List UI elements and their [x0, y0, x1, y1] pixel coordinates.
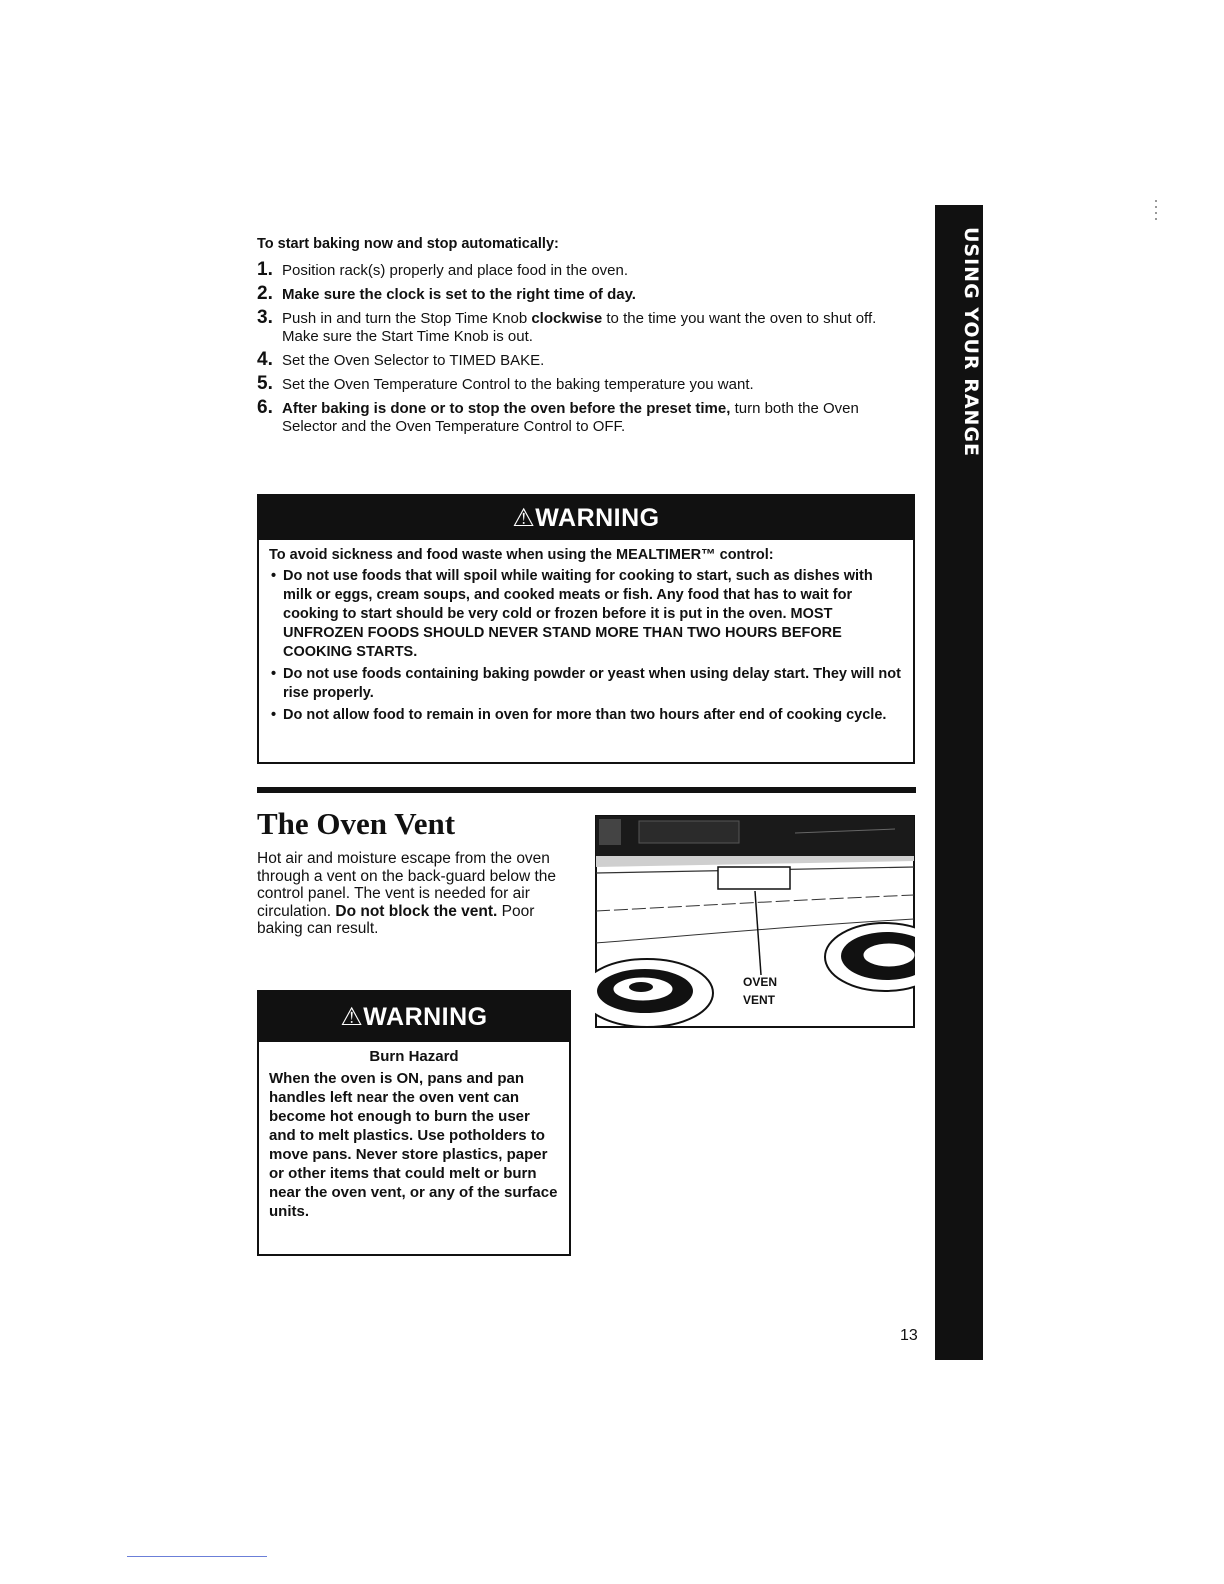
- warning-body: [259, 540, 913, 725]
- knob-icon: [599, 819, 621, 845]
- side-tab-label: USING YOUR RANGE: [960, 227, 982, 458]
- warning-title: WARNING: [535, 504, 660, 532]
- step-text-cont: to the time you want the oven to shut off. Make sure the Start Time Knob is out.: [282, 310, 877, 345]
- warning-triangle-icon: ⚠: [340, 1003, 364, 1031]
- warning-bullet: • Do not use foods that will spoil while waiting for cooking to start, such as dishes with milk or eggs, cream soups, and cooked meats or fish. Any food that has to wait for cooking to start should be very cold or frozen before it is put in the oven. MOST UNFROZEN FOODS SHOULD NEVER STAND MORE THAN TWO HOURS BEFORE COOKING STARTS.: [269, 567, 903, 662]
- baking-intro: To start baking now and stop automatically:: [257, 236, 559, 252]
- oven-vent-illustration: [595, 815, 915, 1028]
- figure-label-vent: VENT: [743, 993, 776, 1007]
- step-4: [257, 349, 907, 370]
- step-6: [257, 397, 907, 436]
- footer-line: [127, 1556, 267, 1557]
- step-number: 2.: [257, 283, 273, 304]
- margin-mark: [1155, 200, 1157, 222]
- warning-bullet: • Do not use foods containing baking powder or yeast when using delay start. They will not rise properly.: [269, 665, 903, 703]
- figure-label-oven: OVEN: [743, 975, 778, 989]
- vent-emphasis: Do not block the vent.: [335, 902, 498, 920]
- step-number: 4.: [257, 349, 273, 370]
- step-emphasis: After baking is done or to stop the oven before the preset time,: [282, 400, 731, 417]
- step-text: Set the Oven Selector to TIMED BAKE.: [282, 352, 545, 369]
- step-emphasis: clockwise: [531, 310, 603, 327]
- oven-vent-title: The Oven Vent: [257, 806, 456, 841]
- step-number: 5.: [257, 373, 273, 394]
- step-text: Push in and turn the Stop Time Knob: [282, 310, 532, 327]
- step-3: [257, 307, 907, 346]
- step-2: [257, 283, 907, 304]
- step-number: 6.: [257, 397, 273, 418]
- warning-text: When the oven is ON, pans and pan handles left near the oven vent can become hot enough to burn the user and to melt plastics. Use potholders to move pans. Never store plastics, paper or other items that could melt or burn near the oven vent, or any of the surface units.: [269, 1070, 558, 1220]
- vent-text-end: Poor baking can result.: [257, 902, 535, 937]
- warning-triangle-icon: ⚠: [512, 504, 536, 532]
- oven-vent-description: [257, 850, 572, 938]
- side-tab: [935, 205, 983, 1360]
- step-text: Position rack(s) properly and place food in the oven.: [282, 262, 629, 279]
- step-1: [257, 259, 907, 280]
- section-divider: [257, 787, 916, 793]
- warning-header: [259, 496, 913, 540]
- warning-body: [259, 1042, 569, 1221]
- step-5: [257, 373, 907, 394]
- mealtimer-warning: [257, 494, 915, 764]
- step-number: 1.: [257, 259, 273, 280]
- warning-bullet: • Do not allow food to remain in oven for more than two hours after end of cooking cycle.: [269, 706, 903, 725]
- vent-text: Hot air and moisture escape from the oven through a vent on the back-guard below the control panel. The vent is needed for air circulation.: [257, 850, 557, 920]
- warning-header: [259, 992, 569, 1042]
- warning-title: WARNING: [363, 1003, 488, 1031]
- baking-steps: [257, 259, 907, 442]
- page-number: 13: [900, 1327, 918, 1344]
- step-text: Make sure the clock is set to the right time of day.: [282, 286, 636, 303]
- step-text: Set the Oven Temperature Control to the baking temperature you want.: [282, 376, 754, 393]
- warning-lead: To avoid sickness and food waste when using the MEALTIMER™ control:: [269, 547, 774, 563]
- warning-subheading: Burn Hazard: [369, 1048, 459, 1065]
- step-number: 3.: [257, 307, 273, 328]
- step-text: turn both the Oven Selector and the Oven Temperature Control to OFF.: [282, 400, 859, 435]
- burn-hazard-warning: [257, 990, 571, 1256]
